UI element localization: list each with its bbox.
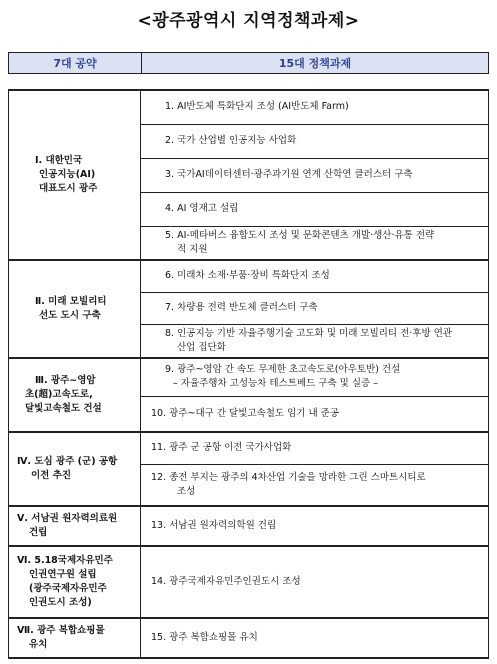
task-line: 12. 종전 부지는 광주의 4차산업 기술을 망라한 그린 스마트시티로 <box>151 471 426 483</box>
task-cell-15 <box>141 618 489 658</box>
document-title: <광주광역시 지역정책과제> <box>137 11 360 31</box>
pledge-cell-7 <box>9 618 141 658</box>
task-line: 1. AI반도체 특화단지 조성 (AI반도체 Farm) <box>165 101 349 113</box>
pledge-cell-1 <box>9 90 141 260</box>
pledge-line: Ⅵ. 5.18국제자유민주 <box>17 555 113 566</box>
task-cell-14 <box>141 546 489 618</box>
task-cell-13 <box>141 506 489 546</box>
table-header <box>8 52 489 74</box>
header-tasks: 15대 정책과제 <box>278 57 352 70</box>
pledge-line: Ⅰ. 대한민국 <box>35 155 83 166</box>
pledge-line: 인공지능(AI) <box>39 169 96 180</box>
task-line: 10. 광주~대구 간 달빛고속철도 임기 내 준공 <box>151 407 340 419</box>
task-cell-1 <box>141 90 489 124</box>
pledge-line: 인권도시 조성) <box>29 597 92 608</box>
table-row <box>9 358 489 396</box>
task-cell-3 <box>141 158 489 192</box>
table-row <box>9 90 489 124</box>
task-line: 7. 차량용 전력 반도체 클러스터 구축 <box>165 302 318 313</box>
pledge-line: 인권연구원 설립 <box>29 569 97 580</box>
task-line: 적 지원 <box>177 243 208 255</box>
policy-table <box>8 89 489 659</box>
header-pledge: 7대 공약 <box>9 53 142 73</box>
pledge-cell-4 <box>9 432 141 506</box>
table-row <box>9 432 489 464</box>
pledge-cell-6 <box>9 546 141 618</box>
task-line: 산업 집단화 <box>177 341 226 353</box>
task-line: 3. 국가AI데이터센터·광주과기원 연계 산학연 클러스터 구축 <box>165 169 413 180</box>
pledge-line: 유치 <box>29 639 48 650</box>
task-cell-2 <box>141 124 489 158</box>
pledge-line: (광주국제자유민주 <box>29 583 107 594</box>
table-row <box>9 506 489 546</box>
task-cell-6 <box>141 260 489 292</box>
task-cell-10 <box>141 396 489 432</box>
pledge-line: 대표도시 광주 <box>39 183 98 194</box>
pledge-cell-3 <box>9 358 141 432</box>
table-row <box>9 260 489 292</box>
pledge-line: Ⅱ. 미래 모빌리티 <box>35 296 107 307</box>
pledge-line: 초(超)고속도로, <box>25 389 93 400</box>
pledge-line: 이전 추진 <box>31 470 72 481</box>
task-line: 11. 광주 군 공항 이전 국가사업화 <box>151 442 292 454</box>
pledge-line: 선도 도시 구축 <box>39 310 101 321</box>
task-line: 2. 국가 산업별 인공지능 사업화 <box>165 135 297 146</box>
task-line: – 자율주행차 고성능차 테스트베드 구축 및 실증 – <box>173 378 379 390</box>
table-row <box>9 546 489 618</box>
pledge-line: 달빛고속철도 건설 <box>25 403 102 414</box>
task-line: 조성 <box>177 485 196 497</box>
pledge-cell-2 <box>9 260 141 358</box>
task-cell-8 <box>141 324 489 358</box>
task-line: 5. AI-메타버스 융합도시 조성 및 문화콘텐츠 개발·생산·유통 전략 <box>165 229 435 241</box>
task-line: 9. 광주~영암 간 속도 무제한 초고속도로(아우토반) 건설 <box>165 364 401 376</box>
task-cell-12 <box>141 464 489 506</box>
task-cell-7 <box>141 292 489 324</box>
pledge-line: Ⅴ. 서남권 원자력의료원 <box>17 513 118 524</box>
pledge-cell-5 <box>9 506 141 546</box>
pledge-line: Ⅶ. 광주 복합쇼핑몰 <box>17 625 105 636</box>
pledge-line: Ⅲ. 광주~영암 <box>35 375 96 386</box>
task-cell-11 <box>141 432 489 464</box>
task-cell-9 <box>141 358 489 396</box>
task-line: 8. 인공지능 기반 자율주행기술 고도화 및 미래 모빌리티 전·후방 연관 <box>165 327 453 339</box>
pledge-line: 건립 <box>29 527 48 538</box>
task-line: 6. 미래차 소재·부품·장비 특화단지 조성 <box>165 270 330 282</box>
task-line: 4. AI 영재고 설립 <box>165 203 239 214</box>
task-cell-4 <box>141 192 489 226</box>
table-row <box>9 618 489 658</box>
pledge-line: Ⅳ. 도심 광주 (군) 공항 <box>17 456 118 467</box>
task-line: 14. 광주국제자유민주인권도시 조성 <box>151 576 301 587</box>
task-cell-5 <box>141 226 489 260</box>
task-line: 15. 광주 복합쇼핑몰 유치 <box>151 632 258 643</box>
task-line: 13. 서남권 원자력의학원 건립 <box>151 520 277 531</box>
